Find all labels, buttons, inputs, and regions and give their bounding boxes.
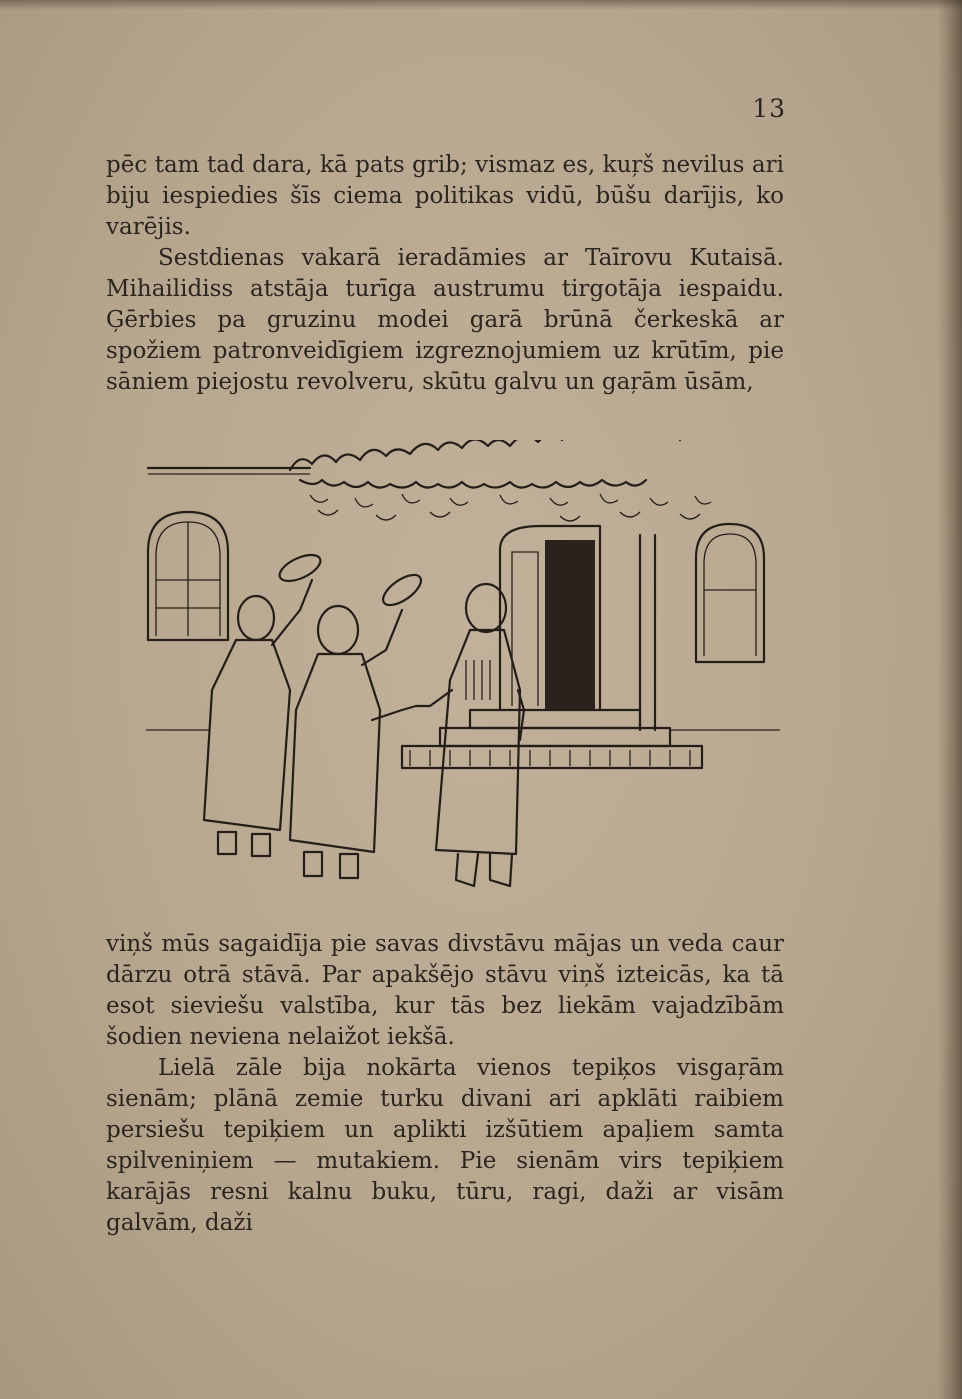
paragraph-hall: Lielā zāle bija nokārta vienos tepiķos visgaŗām sienām; plānā zemie turku divani ari apklāti raibiem persiešu tepiķiem un aplikti izšūtiem apaļiem samta spilveniņiem — mutakiem. Pie sienām virs tepiķiem karājās resni kalnu buku, tūru, ragi, daži ar visām galvām, daži bbox=[106, 1055, 784, 1236]
illustration bbox=[140, 440, 780, 900]
left-window bbox=[148, 512, 228, 640]
greeting-scene-icon bbox=[140, 440, 780, 900]
right-window bbox=[696, 524, 764, 662]
page-right-edge bbox=[938, 0, 962, 1399]
man-left bbox=[204, 550, 324, 856]
page-top-shadow bbox=[0, 0, 962, 10]
page-number: 13 bbox=[752, 94, 786, 123]
man-middle bbox=[290, 569, 426, 878]
paragraph-arrival: Sestdienas vakarā ieradāmies ar Taīrovu Kutaisā. Mihailidiss atstāja turīga austrumu tirgotāja iespaidu. Ģērbies pa gruzinu modei garā brūnā čerkeskā ar spožiem patronveidīgiem izgreznojumiem uz krūtīm, pie sāniem piejostu revolveru, skūtu galvu un gaŗām ūsām, bbox=[106, 245, 784, 395]
text-block-bottom bbox=[106, 929, 784, 1239]
text-block-top bbox=[106, 150, 784, 398]
doorway bbox=[500, 526, 600, 710]
vine-leaves bbox=[290, 440, 711, 521]
man-host bbox=[416, 584, 524, 886]
paragraph-house: viņš mūs sagaidīja pie savas divstāvu mājas un veda caur dārzu otrā stāvā. Par apakšējo stāvu viņš izteicās, ka tā esot sieviešu valstība, kur tās bez liekām vajadzībām šodien neviena nelaižot iekšā. bbox=[106, 931, 784, 1050]
paragraph-continuation: pēc tam tad dara, kā pats grib; vismaz es, kuŗš nevilus ari biju iespiedies šīs ciema politikas vidū, būšu darījis, ko varējis. bbox=[106, 152, 784, 240]
